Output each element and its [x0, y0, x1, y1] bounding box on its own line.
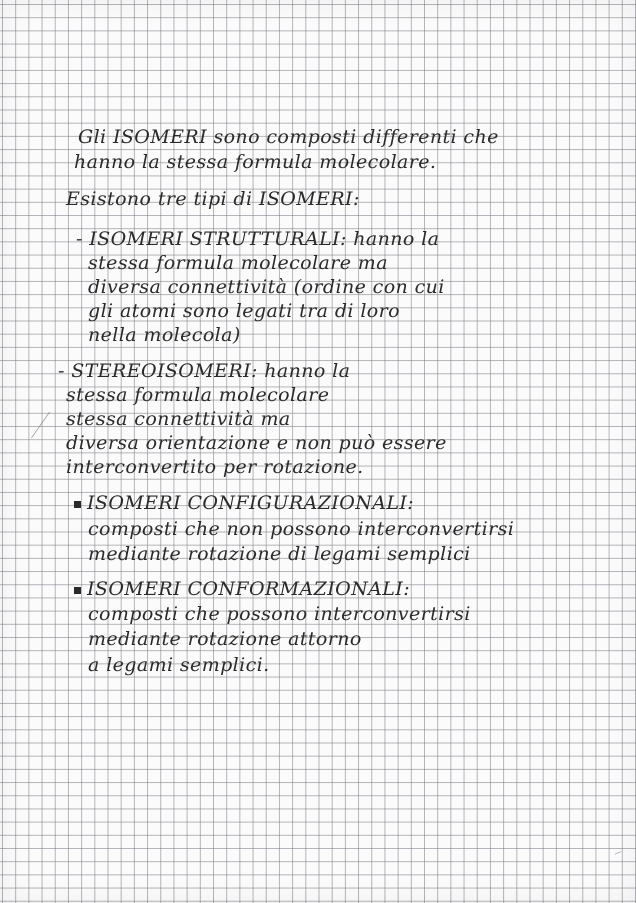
structural-isomers-line-3: diversa connettività (ordine con cui — [88, 276, 445, 298]
configurational-line-1: composti che non possono interconvertirsi — [88, 518, 515, 540]
conformational-line-2: mediante rotazione attorno — [88, 628, 362, 650]
types-heading: Esistono tre tipi di ISOMERI: — [66, 188, 360, 210]
configurational-line-2: mediante rotazione di legami semplici — [88, 543, 471, 565]
conformational-line-1: composti che possono interconvertirsi — [88, 603, 471, 625]
stereoisomers-line-1: - STEREOISOMERI: hanno la — [58, 360, 351, 382]
structural-isomers-line-4: gli atomi sono legati tra di loro — [88, 300, 400, 322]
square-bullet-icon — [74, 501, 81, 508]
configurational-heading-text: ISOMERI CONFIGURAZIONALI: — [87, 492, 415, 514]
intro-line-1: Gli ISOMERI sono composti differenti che — [78, 126, 499, 148]
conformational-heading — [74, 580, 410, 599]
square-bullet-icon — [74, 587, 81, 594]
structural-isomers-line-5: nella molecola) — [88, 324, 241, 346]
stereoisomers-line-5: interconvertito per rotazione. — [66, 456, 364, 478]
stereoisomers-line-2: stessa formula molecolare — [66, 384, 330, 406]
conformational-line-3: a legami semplici. — [88, 654, 270, 676]
configurational-heading — [74, 494, 414, 513]
stereoisomers-line-4: diversa orientazione e non può essere — [66, 432, 447, 454]
intro-line-2: hanno la stessa formula molecolare. — [74, 151, 437, 173]
structural-isomers-line-1: - ISOMERI STRUTTURALI: hanno la — [76, 228, 440, 250]
page-corner-mark: ~ — [611, 846, 624, 861]
conformational-heading-text: ISOMERI CONFORMAZIONALI: — [87, 578, 411, 600]
margin-stroke — [31, 412, 64, 438]
structural-isomers-line-2: stessa formula molecolare ma — [88, 252, 388, 274]
stereoisomers-line-3: stessa connettività ma — [66, 408, 291, 430]
